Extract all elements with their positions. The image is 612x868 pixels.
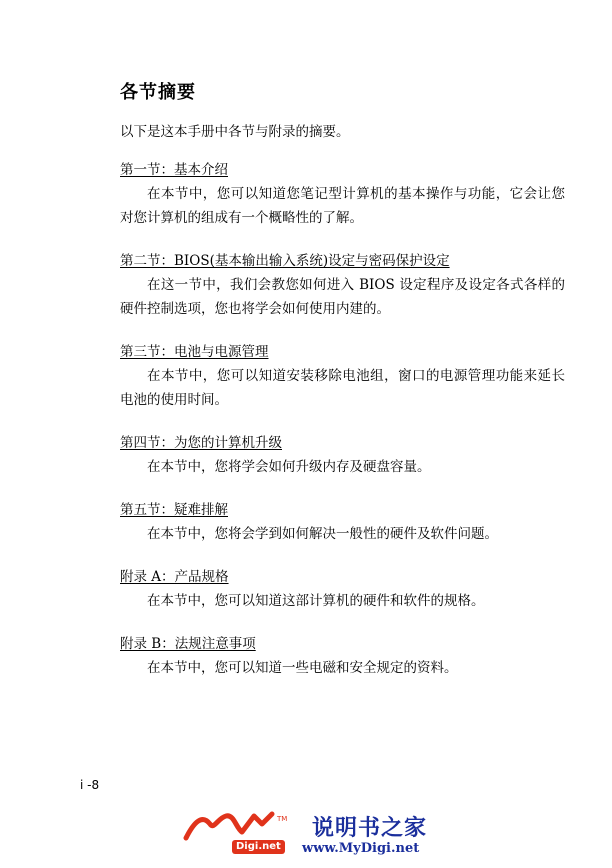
section-description: 在这一节中，我们会教您如何进入 BIOS 设定程序及设定各式各样的硬件控制选项，您也将学会如何使用内建的。 (120, 277, 565, 317)
watermark-url: www.MyDigi.net (302, 841, 420, 856)
section-heading: 第二节：BIOS(基本输出输入系统)设定与密码保护设定 (120, 253, 450, 269)
section-heading: 第五节：疑难排解 (120, 502, 228, 518)
mydigi-logo-icon (180, 808, 310, 842)
section-description: 在本节中，您可以知道安装移除电池组，窗口的电源管理功能来延长电池的使用时间。 (120, 368, 565, 408)
page-number: i -8 (80, 778, 100, 792)
watermark-title: 说明书之家 (312, 816, 428, 841)
section-summary-list (120, 158, 565, 699)
section-heading: 附录 B：法规注意事项 (120, 636, 256, 652)
section-summary-4 (120, 431, 565, 479)
section-summary-2 (120, 249, 565, 321)
watermark-logo-text: Digi.net (232, 840, 285, 854)
svg-text:TM: TM (277, 815, 288, 823)
section-heading: 第一节：基本介绍 (120, 162, 228, 178)
appendix-summary-b (120, 632, 565, 680)
site-watermark (180, 808, 440, 858)
page-title: 各节摘要 (120, 82, 196, 103)
section-heading: 第四节：为您的计算机升级 (120, 435, 282, 451)
section-heading: 第三节：电池与电源管理 (120, 344, 269, 360)
intro-text: 以下是这本手册中各节与附录的摘要。 (120, 124, 350, 140)
section-heading: 附录 A：产品规格 (120, 569, 229, 585)
section-summary-5 (120, 498, 565, 546)
section-description: 在本节中，您将学会如何升级内存及硬盘容量。 (147, 459, 431, 475)
section-summary-3 (120, 340, 565, 412)
section-description: 在本节中，您将会学到如何解决一般性的硬件及软件问题。 (147, 526, 498, 542)
section-summary-1 (120, 158, 565, 230)
section-description: 在本节中，您可以知道您笔记型计算机的基本操作与功能，它会让您对您计算机的组成有一个概略性的了解。 (120, 186, 565, 226)
section-description: 在本节中，您可以知道这部计算机的硬件和软件的规格。 (147, 593, 485, 609)
section-description: 在本节中，您可以知道一些电磁和安全规定的资料。 (147, 660, 458, 676)
appendix-summary-a (120, 565, 565, 613)
